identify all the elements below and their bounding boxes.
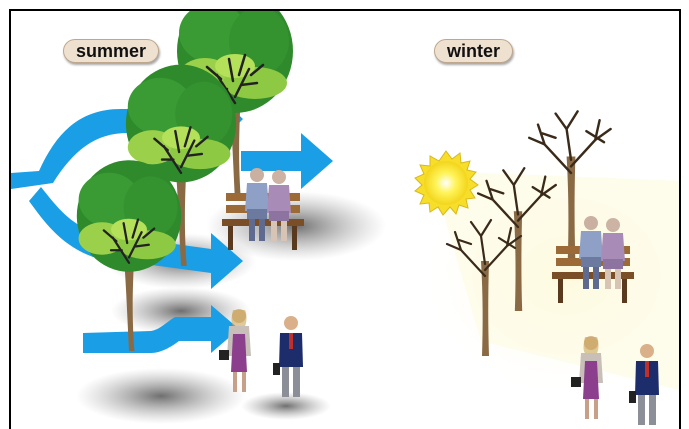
winter-label: winter: [434, 39, 513, 63]
scene: [11, 11, 681, 429]
summer-label: summer: [63, 39, 159, 63]
summer-walkers-shadow: [76, 368, 246, 424]
people-icon: [273, 316, 303, 397]
diagram-frame: [9, 9, 681, 429]
